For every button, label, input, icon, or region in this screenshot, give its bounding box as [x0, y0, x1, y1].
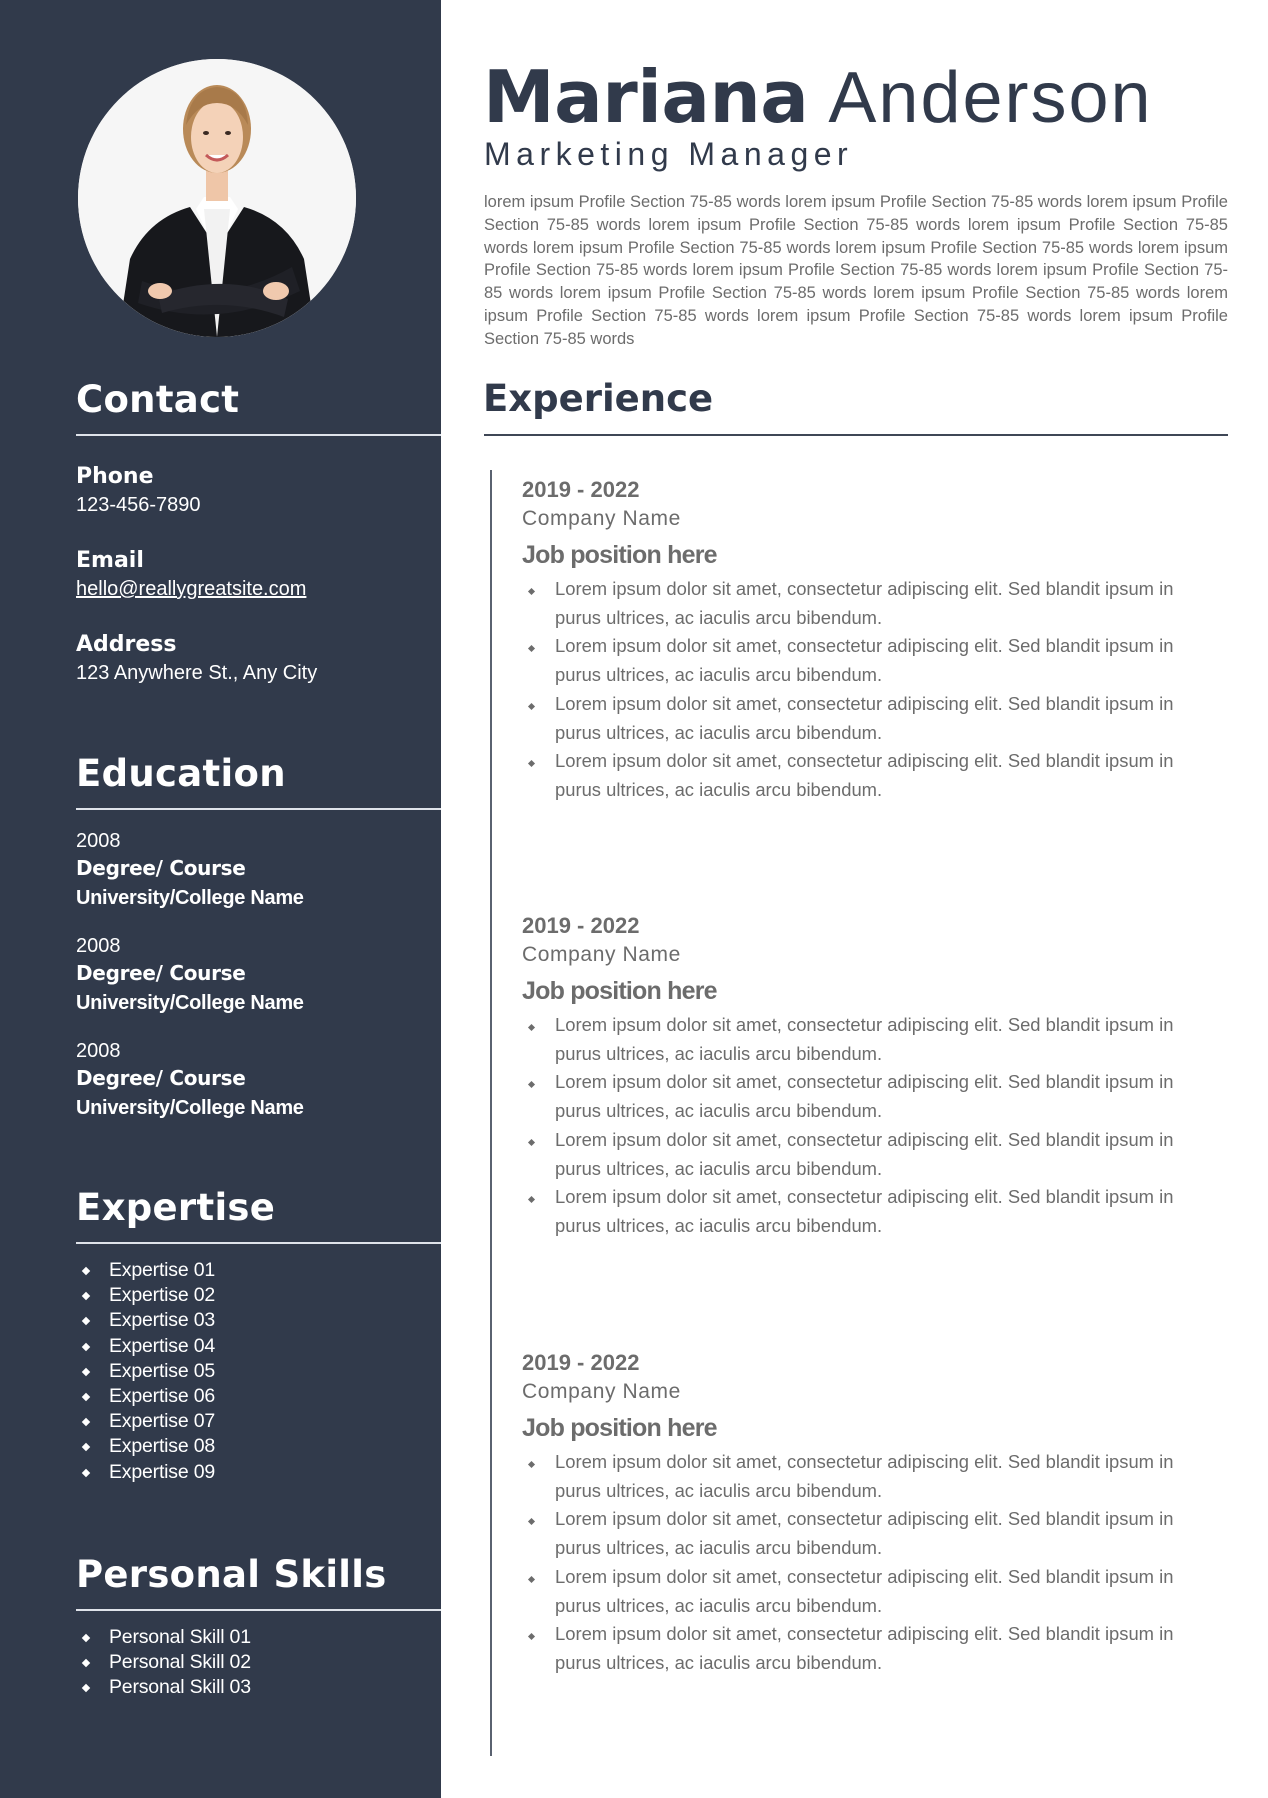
experience-entry	[522, 911, 1222, 1241]
last-name: Anderson	[828, 58, 1153, 138]
diamond-bullet-icon	[82, 1468, 90, 1476]
company-name: Company Name	[522, 1380, 681, 1403]
diamond-bullet-icon	[82, 1659, 90, 1667]
expertise-item: Expertise 01	[82, 1258, 215, 1283]
job-bullet: Lorem ipsum dolor sit amet, consectetur adipiscing elit. Sed blandit ipsum in purus ultrices, ac iaculis arcu bibendum.	[522, 1183, 1222, 1240]
diamond-bullet-icon	[82, 1443, 90, 1451]
experience-heading: Experience	[483, 377, 714, 420]
expertise-list	[82, 1258, 215, 1485]
job-position: Job position here	[522, 541, 717, 569]
education-school: University/College Name	[76, 1097, 304, 1119]
diamond-bullet-icon	[528, 1139, 535, 1146]
job-bullets	[522, 1448, 1222, 1678]
education-heading: Education	[76, 752, 286, 795]
diamond-bullet-icon	[528, 1081, 535, 1088]
profile-summary: lorem ipsum Profile Section 75-85 words lorem ipsum Profile Section 75-85 words lorem ipsum Profile Section 75-85 words lorem ipsum Profile Section 75-85 words lorem ipsum Profile Section 75-85 words lorem ipsum Profile Section 75-85 words lorem ipsum Profile Section 75-85 words lorem ipsum Profile Section 75-85 words lorem ipsum Profile Section 75-85 words lorem ipsum Profile Section 75-85 words lorem ipsum Profile Section 75-85 words lorem ipsum Profile Section 75-85 words lorem ipsum Profile Section 75-85 words lorem ipsum Profile Section 75-85 words lorem ipsum Profile Section 75-85 words	[484, 193, 1228, 348]
email-link[interactable]: hello@reallygreatsite.com	[76, 578, 307, 600]
job-bullet: Lorem ipsum dolor sit amet, consectetur adipiscing elit. Sed blandit ipsum in purus ultrices, ac iaculis arcu bibendum.	[522, 632, 1222, 689]
diamond-bullet-icon	[82, 1393, 90, 1401]
diamond-bullet-icon	[528, 1518, 535, 1525]
expertise-item: Expertise 06	[82, 1384, 215, 1409]
personal-skills-list	[82, 1625, 251, 1701]
diamond-bullet-icon	[82, 1292, 90, 1300]
diamond-bullet-icon	[82, 1368, 90, 1376]
job-bullet: Lorem ipsum dolor sit amet, consectetur adipiscing elit. Sed blandit ipsum in purus ultrices, ac iaculis arcu bibendum.	[522, 1011, 1222, 1068]
experience-divider	[484, 434, 1228, 436]
diamond-bullet-icon	[82, 1342, 90, 1350]
education-school: University/College Name	[76, 887, 304, 909]
candidate-name	[483, 56, 1153, 139]
diamond-bullet-icon	[528, 760, 535, 767]
diamond-bullet-icon	[82, 1684, 90, 1692]
personal-skills-heading: Personal Skills	[76, 1553, 387, 1596]
job-position: Job position here	[522, 977, 717, 1005]
company-name: Company Name	[522, 507, 681, 530]
diamond-bullet-icon	[528, 703, 535, 710]
job-bullet: Lorem ipsum dolor sit amet, consectetur adipiscing elit. Sed blandit ipsum in purus ultrices, ac iaculis arcu bibendum.	[522, 690, 1222, 747]
diamond-bullet-icon	[82, 1418, 90, 1426]
expertise-item: Expertise 02	[82, 1283, 215, 1308]
job-bullet: Lorem ipsum dolor sit amet, consectetur adipiscing elit. Sed blandit ipsum in purus ultrices, ac iaculis arcu bibendum.	[522, 1563, 1222, 1620]
education-degree: Degree/ Course	[76, 856, 246, 880]
email-label: Email	[76, 548, 144, 573]
education-school: University/College Name	[76, 992, 304, 1014]
personal-skill-item: Personal Skill 02	[82, 1650, 251, 1675]
diamond-bullet-icon	[528, 1196, 535, 1203]
job-bullet: Lorem ipsum dolor sit amet, consectetur adipiscing elit. Sed blandit ipsum in purus ultrices, ac iaculis arcu bibendum.	[522, 575, 1222, 632]
education-divider	[76, 808, 441, 810]
profile-photo	[78, 59, 356, 337]
personal-skill-item: Personal Skill 01	[82, 1625, 251, 1650]
expertise-heading: Expertise	[76, 1186, 276, 1229]
expertise-item: Expertise 08	[82, 1434, 215, 1459]
contact-divider	[76, 434, 441, 436]
personal-skills-divider	[76, 1609, 441, 1611]
job-bullet: Lorem ipsum dolor sit amet, consectetur adipiscing elit. Sed blandit ipsum in purus ultrices, ac iaculis arcu bibendum.	[522, 1126, 1222, 1183]
job-bullet: Lorem ipsum dolor sit amet, consectetur adipiscing elit. Sed blandit ipsum in purus ultrices, ac iaculis arcu bibendum.	[522, 1448, 1222, 1505]
diamond-bullet-icon	[528, 588, 535, 595]
diamond-bullet-icon	[528, 645, 535, 652]
company-name: Company Name	[522, 943, 681, 966]
expertise-item: Expertise 03	[82, 1308, 215, 1333]
diamond-bullet-icon	[528, 1576, 535, 1583]
diamond-bullet-icon	[528, 1633, 535, 1640]
job-bullet: Lorem ipsum dolor sit amet, consectetur adipiscing elit. Sed blandit ipsum in purus ultrices, ac iaculis arcu bibendum.	[522, 747, 1222, 804]
diamond-bullet-icon	[82, 1634, 90, 1642]
diamond-bullet-icon	[528, 1461, 535, 1468]
expertise-item: Expertise 09	[82, 1460, 215, 1485]
expertise-item: Expertise 04	[82, 1334, 215, 1359]
job-bullets	[522, 1011, 1222, 1241]
address-value: 123 Anywhere St., Any City	[76, 662, 318, 684]
experience-entry	[522, 1348, 1222, 1678]
education-year: 2008	[76, 935, 121, 957]
contact-heading: Contact	[76, 378, 240, 421]
job-bullet: Lorem ipsum dolor sit amet, consectetur adipiscing elit. Sed blandit ipsum in purus ultrices, ac iaculis arcu bibendum.	[522, 1068, 1222, 1125]
sidebar	[0, 0, 441, 1798]
phone-label: Phone	[76, 464, 154, 489]
phone-value: 123-456-7890	[76, 494, 201, 516]
address-label: Address	[76, 632, 177, 657]
expertise-item: Expertise 05	[82, 1359, 215, 1384]
job-bullet: Lorem ipsum dolor sit amet, consectetur adipiscing elit. Sed blandit ipsum in purus ultrices, ac iaculis arcu bibendum.	[522, 1620, 1222, 1677]
education-degree: Degree/ Course	[76, 1066, 246, 1090]
job-title: Marketing Manager	[484, 136, 854, 172]
diamond-bullet-icon	[528, 1024, 535, 1031]
personal-skill-item: Personal Skill 03	[82, 1675, 251, 1700]
diamond-bullet-icon	[82, 1267, 90, 1275]
expertise-divider	[76, 1242, 441, 1244]
education-year: 2008	[76, 1040, 121, 1062]
job-position: Job position here	[522, 1414, 717, 1442]
job-years: 2019 - 2022	[522, 1350, 640, 1375]
experience-entry	[522, 475, 1222, 805]
job-years: 2019 - 2022	[522, 913, 640, 938]
job-bullet: Lorem ipsum dolor sit amet, consectetur adipiscing elit. Sed blandit ipsum in purus ultrices, ac iaculis arcu bibendum.	[522, 1505, 1222, 1562]
job-years: 2019 - 2022	[522, 477, 640, 502]
first-name: Mariana	[483, 55, 809, 139]
experience-timeline-line	[490, 470, 492, 1756]
portrait-illustration	[78, 59, 356, 337]
education-year: 2008	[76, 830, 121, 852]
diamond-bullet-icon	[82, 1317, 90, 1325]
expertise-item: Expertise 07	[82, 1409, 215, 1434]
job-bullets	[522, 575, 1222, 805]
education-degree: Degree/ Course	[76, 961, 246, 985]
